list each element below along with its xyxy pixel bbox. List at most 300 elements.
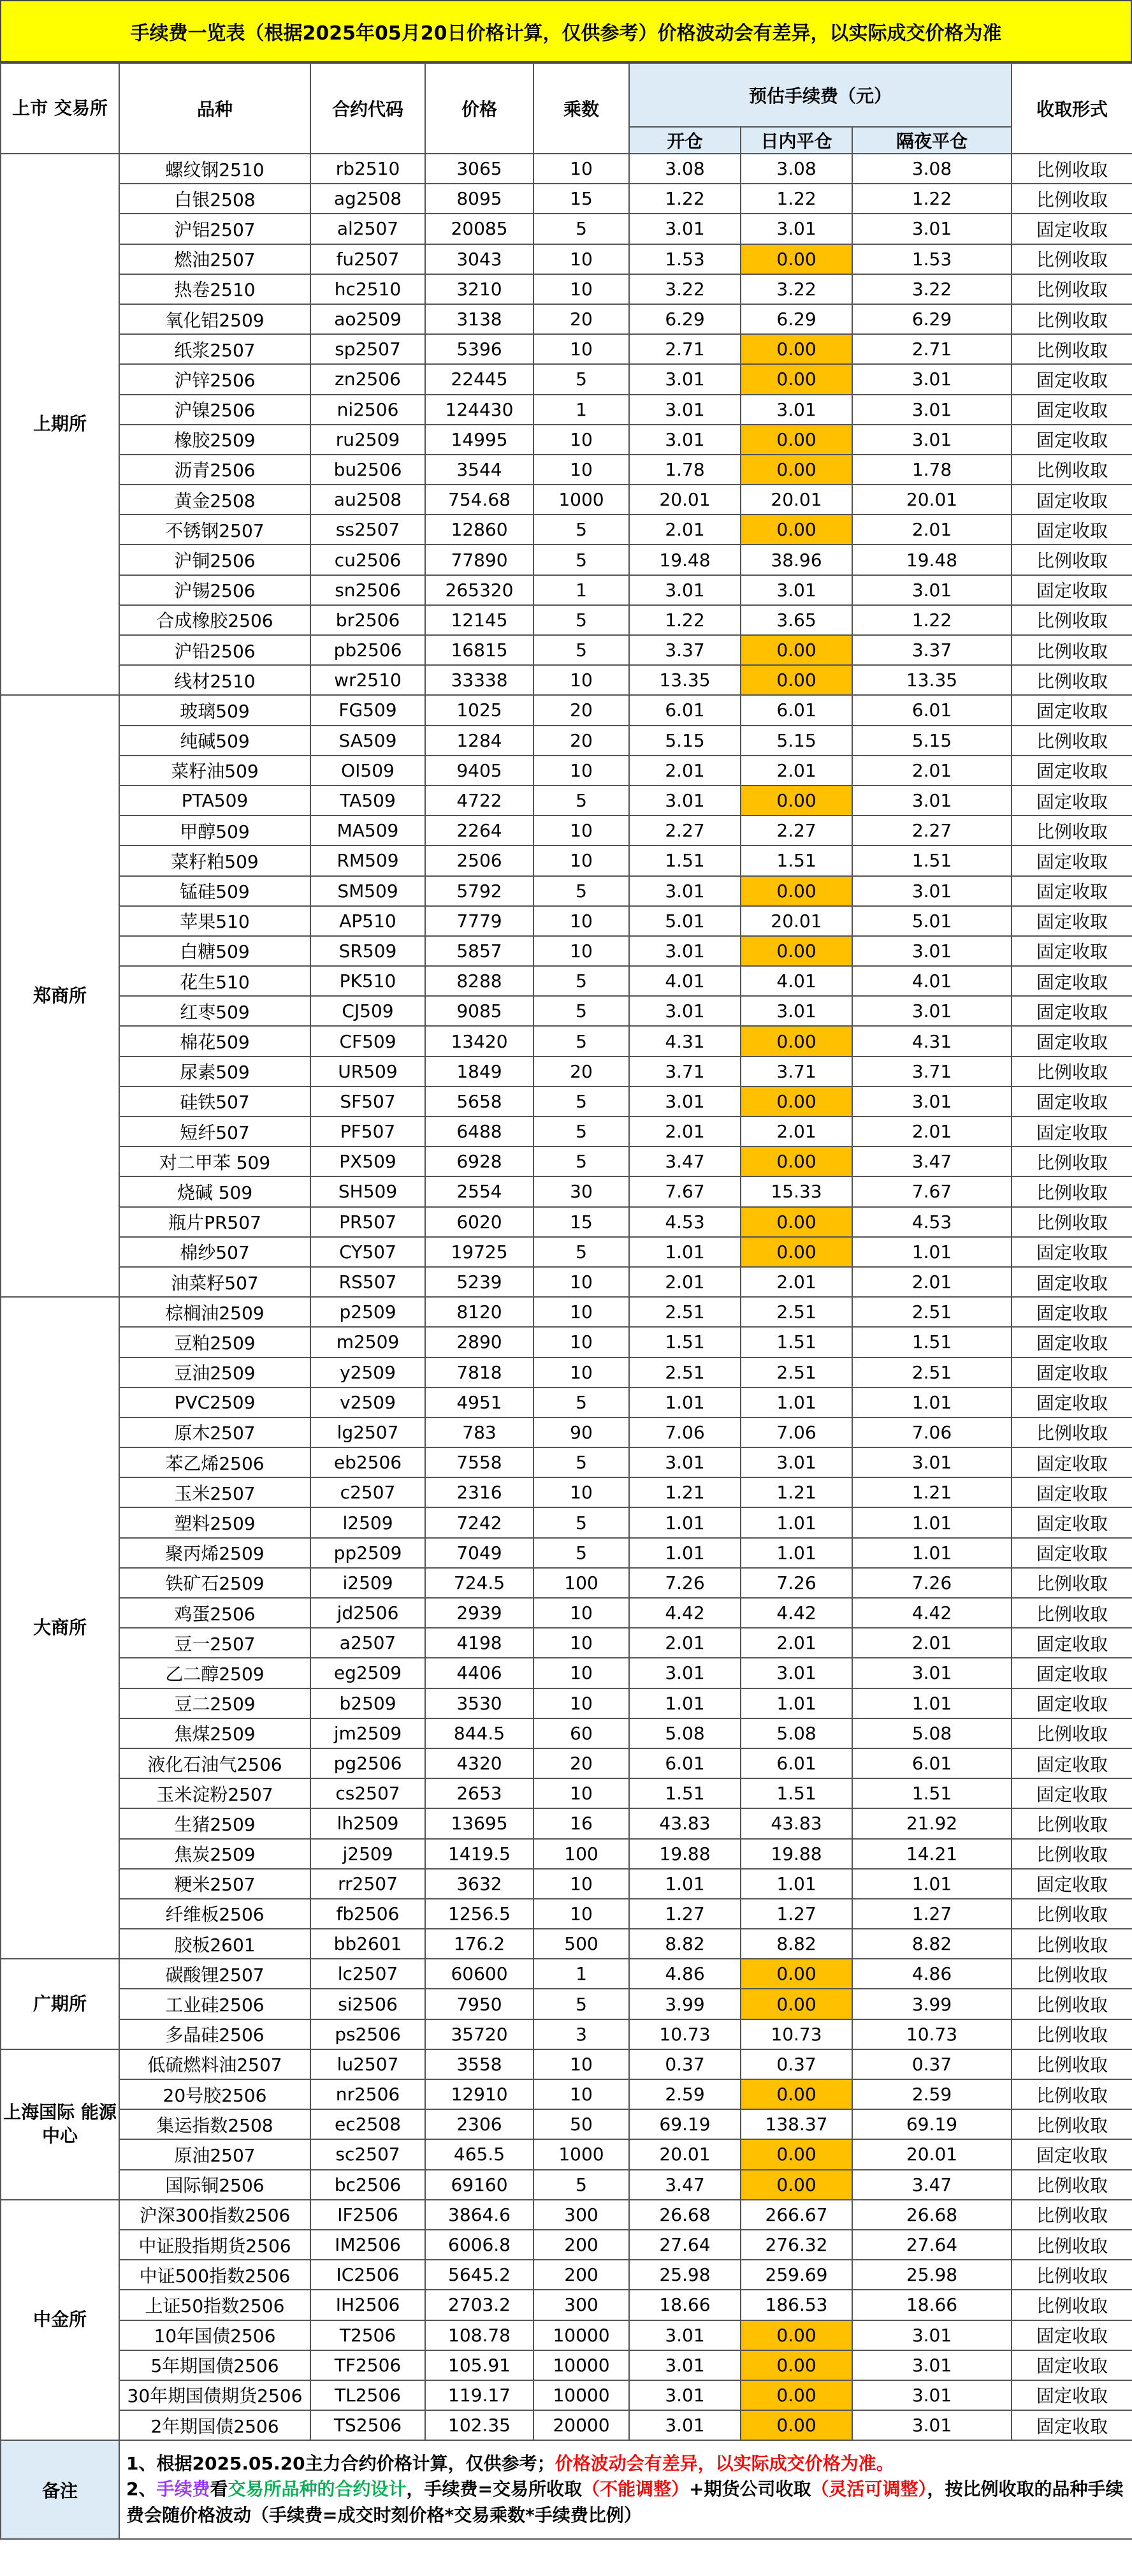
multiplier-cell: 1 (533, 395, 629, 425)
overnight-fee-cell: 1.22 (852, 184, 1012, 214)
price-cell: 724.5 (425, 1568, 533, 1598)
overnight-fee-cell: 3.01 (852, 425, 1012, 455)
overnight-fee-cell: 2.01 (852, 1116, 1012, 1146)
intraday-fee-cell: 1.51 (741, 845, 852, 875)
contract-code-cell: a2507 (310, 1628, 425, 1658)
multiplier-cell: 10 (533, 665, 629, 695)
multiplier-cell: 10 (533, 1899, 629, 1929)
product-cell: 瓶片PR507 (119, 1207, 310, 1237)
product-cell: 橡胶2509 (119, 425, 310, 455)
intraday-fee-cell: 38.96 (741, 545, 852, 574)
method-cell: 固定收取 (1012, 1387, 1132, 1417)
contract-code-cell: hc2510 (310, 274, 425, 304)
intraday-fee-cell: 1.21 (741, 1477, 852, 1507)
multiplier-cell: 10 (533, 334, 629, 364)
product-cell: 氧化铝2509 (119, 304, 310, 334)
open-fee-cell: 2.51 (629, 1297, 741, 1327)
open-fee-cell: 3.01 (629, 876, 741, 906)
multiplier-cell: 10 (533, 244, 629, 274)
overnight-fee-cell: 21.92 (852, 1808, 1012, 1838)
price-cell: 7049 (425, 1538, 533, 1568)
overnight-fee-cell: 20.01 (852, 2139, 1012, 2169)
price-cell: 2316 (425, 1477, 533, 1507)
table-row (1, 304, 1132, 334)
product-cell: 塑料2509 (119, 1507, 310, 1537)
price-cell: 6020 (425, 1207, 533, 1237)
product-cell: 短纤507 (119, 1116, 310, 1146)
multiplier-cell: 1000 (533, 485, 629, 515)
method-cell: 比例收取 (1012, 1568, 1132, 1598)
intraday-fee-cell: 8.82 (741, 1929, 852, 1959)
product-cell: 红枣509 (119, 996, 310, 1026)
open-fee-cell: 0.37 (629, 2049, 741, 2079)
table-row (1, 1598, 1132, 1628)
open-fee-cell: 20.01 (629, 2139, 741, 2169)
price-cell: 108.78 (425, 2320, 533, 2350)
intraday-fee-cell: 276.32 (741, 2230, 852, 2260)
note-2-formula: ，手续费=交易所收取 (406, 2478, 582, 2500)
table-row (1, 1417, 1132, 1447)
price-cell: 105.91 (425, 2350, 533, 2380)
contract-code-cell: zn2506 (310, 364, 425, 394)
price-cell: 844.5 (425, 1718, 533, 1748)
contract-code-cell: lc2507 (310, 1959, 425, 1989)
table-row (1, 786, 1132, 816)
multiplier-cell: 5 (533, 545, 629, 574)
overnight-fee-cell: 7.06 (852, 1417, 1012, 1447)
multiplier-cell: 20 (533, 304, 629, 334)
overnight-fee-cell: 3.01 (852, 2350, 1012, 2380)
contract-code-cell: UR509 (310, 1057, 425, 1087)
open-fee-cell: 8.82 (629, 1929, 741, 1959)
multiplier-cell: 300 (533, 2290, 629, 2320)
multiplier-cell: 5 (533, 1447, 629, 1477)
method-cell: 固定收取 (1012, 1477, 1132, 1507)
intraday-fee-cell: 6.01 (741, 695, 852, 725)
price-cell: 3558 (425, 2049, 533, 2079)
table-row (1, 1628, 1132, 1658)
product-cell: 玉米淀粉2507 (119, 1778, 310, 1808)
open-fee-cell: 3.01 (629, 1447, 741, 1477)
open-fee-cell: 1.27 (629, 1899, 741, 1929)
note-line-2 (126, 2477, 1126, 2528)
contract-code-cell: ag2508 (310, 184, 425, 214)
price-cell: 1419.5 (425, 1839, 533, 1869)
product-cell: 10年国债2506 (119, 2320, 310, 2350)
contract-code-cell: fb2506 (310, 1899, 425, 1929)
intraday-fee-cell: 6.01 (741, 1748, 852, 1778)
header-price: 价格 (425, 63, 533, 154)
product-cell: 沪锡2506 (119, 575, 310, 605)
product-cell: 甲醇509 (119, 816, 310, 845)
overnight-fee-cell: 4.53 (852, 1207, 1012, 1237)
multiplier-cell: 5 (533, 214, 629, 244)
open-fee-cell: 1.22 (629, 605, 741, 635)
intraday-fee-cell: 1.27 (741, 1899, 852, 1929)
price-cell: 4406 (425, 1658, 533, 1688)
product-cell: 上证50指数2506 (119, 2290, 310, 2320)
method-cell: 固定收取 (1012, 966, 1132, 996)
multiplier-cell: 10 (533, 756, 629, 786)
price-cell: 2264 (425, 816, 533, 845)
open-fee-cell: 1.01 (629, 1688, 741, 1718)
contract-code-cell: rr2507 (310, 1869, 425, 1899)
price-cell: 6928 (425, 1146, 533, 1176)
contract-code-cell: CY507 (310, 1237, 425, 1267)
table-row (1, 876, 1132, 906)
price-cell: 783 (425, 1417, 533, 1447)
table-row (1, 2079, 1132, 2109)
price-cell: 1025 (425, 695, 533, 725)
method-cell: 比例收取 (1012, 1839, 1132, 1869)
open-fee-cell: 1.21 (629, 1477, 741, 1507)
table-row (1, 2410, 1132, 2440)
product-cell: 焦炭2509 (119, 1839, 310, 1869)
overnight-fee-cell: 20.01 (852, 485, 1012, 515)
overnight-fee-cell: 3.71 (852, 1057, 1012, 1087)
multiplier-cell: 10 (533, 1297, 629, 1327)
overnight-fee-cell: 1.51 (852, 845, 1012, 875)
overnight-fee-cell: 2.01 (852, 1267, 1012, 1297)
multiplier-cell: 10000 (533, 2380, 629, 2410)
intraday-fee-cell: 2.51 (741, 1358, 852, 1387)
multiplier-cell: 5 (533, 966, 629, 996)
method-cell: 比例收取 (1012, 726, 1132, 756)
price-cell: 4320 (425, 1748, 533, 1778)
price-cell: 2939 (425, 1598, 533, 1628)
method-cell: 固定收取 (1012, 1267, 1132, 1297)
price-cell: 16815 (425, 635, 533, 665)
product-cell: 苯乙烯2506 (119, 1447, 310, 1477)
multiplier-cell: 10 (533, 1327, 629, 1357)
intraday-fee-cell: 20.01 (741, 906, 852, 936)
multiplier-cell: 5 (533, 1237, 629, 1267)
contract-code-cell: jd2506 (310, 1598, 425, 1628)
open-fee-cell: 10.73 (629, 2019, 741, 2049)
overnight-fee-cell: 1.01 (852, 1688, 1012, 1718)
overnight-fee-cell: 7.26 (852, 1568, 1012, 1598)
contract-code-cell: PK510 (310, 966, 425, 996)
multiplier-cell: 10 (533, 2079, 629, 2109)
intraday-fee-cell: 259.69 (741, 2260, 852, 2290)
overnight-fee-cell: 3.01 (852, 2380, 1012, 2410)
open-fee-cell: 2.01 (629, 515, 741, 545)
overnight-fee-cell: 3.01 (852, 364, 1012, 394)
intraday-fee-cell: 2.01 (741, 756, 852, 786)
method-cell: 固定收取 (1012, 1327, 1132, 1357)
price-cell: 2506 (425, 845, 533, 875)
open-fee-cell: 3.01 (629, 214, 741, 244)
contract-code-cell: ni2506 (310, 395, 425, 425)
intraday-fee-cell: 0.00 (741, 2139, 852, 2169)
product-cell: 液化石油气2506 (119, 1748, 310, 1778)
price-cell: 7779 (425, 906, 533, 936)
open-fee-cell: 3.08 (629, 154, 741, 184)
method-cell: 比例收取 (1012, 2079, 1132, 2109)
method-cell: 比例收取 (1012, 1989, 1132, 2019)
overnight-fee-cell: 2.01 (852, 756, 1012, 786)
overnight-fee-cell: 3.01 (852, 575, 1012, 605)
intraday-fee-cell: 3.71 (741, 1057, 852, 1087)
product-cell: PVC2509 (119, 1387, 310, 1417)
method-cell: 比例收取 (1012, 2049, 1132, 2079)
contract-code-cell: ec2508 (310, 2109, 425, 2139)
multiplier-cell: 10000 (533, 2320, 629, 2350)
price-cell: 7950 (425, 1989, 533, 2019)
intraday-fee-cell: 0.00 (741, 1207, 852, 1237)
overnight-fee-cell: 2.01 (852, 515, 1012, 545)
multiplier-cell: 20 (533, 1748, 629, 1778)
intraday-fee-cell: 5.15 (741, 726, 852, 756)
product-cell: 线材2510 (119, 665, 310, 695)
contract-code-cell: l2509 (310, 1507, 425, 1537)
contract-code-cell: v2509 (310, 1387, 425, 1417)
product-cell: 乙二醇2509 (119, 1658, 310, 1688)
intraday-fee-cell: 0.00 (741, 1026, 852, 1056)
open-fee-cell: 2.59 (629, 2079, 741, 2109)
table-row (1, 1568, 1132, 1598)
multiplier-cell: 10 (533, 1267, 629, 1297)
multiplier-cell: 10 (533, 1688, 629, 1718)
multiplier-cell: 16 (533, 1808, 629, 1838)
price-cell: 5857 (425, 936, 533, 966)
contract-code-cell: RS507 (310, 1267, 425, 1297)
contract-code-cell: OI509 (310, 756, 425, 786)
overnight-fee-cell: 3.01 (852, 936, 1012, 966)
multiplier-cell: 20000 (533, 2410, 629, 2440)
table-row (1, 605, 1132, 635)
table-row (1, 1718, 1132, 1748)
contract-code-cell: pg2506 (310, 1748, 425, 1778)
intraday-fee-cell: 3.01 (741, 996, 852, 1026)
overnight-fee-cell: 3.08 (852, 154, 1012, 184)
contract-code-cell: AP510 (310, 906, 425, 936)
table-row (1, 1929, 1132, 1959)
multiplier-cell: 5 (533, 2170, 629, 2200)
price-cell: 5658 (425, 1087, 533, 1116)
price-cell: 1256.5 (425, 1899, 533, 1929)
overnight-fee-cell: 3.01 (852, 395, 1012, 425)
method-cell: 固定收取 (1012, 2380, 1132, 2410)
multiplier-cell: 1 (533, 1959, 629, 1989)
fee-table (0, 62, 1132, 2540)
open-fee-cell: 3.37 (629, 635, 741, 665)
multiplier-cell: 5 (533, 1989, 629, 2019)
open-fee-cell: 4.53 (629, 1207, 741, 1237)
open-fee-cell: 3.01 (629, 936, 741, 966)
product-cell: 沥青2506 (119, 455, 310, 485)
overnight-fee-cell: 26.68 (852, 2200, 1012, 2230)
price-cell: 12860 (425, 515, 533, 545)
price-cell: 12145 (425, 605, 533, 635)
intraday-fee-cell: 0.00 (741, 334, 852, 364)
method-cell: 固定收取 (1012, 1658, 1132, 1688)
contract-code-cell: lh2509 (310, 1808, 425, 1838)
overnight-fee-cell: 3.01 (852, 786, 1012, 816)
open-fee-cell: 3.01 (629, 996, 741, 1026)
open-fee-cell: 2.27 (629, 816, 741, 845)
overnight-fee-cell: 3.01 (852, 214, 1012, 244)
price-cell: 2554 (425, 1176, 533, 1206)
open-fee-cell: 18.66 (629, 2290, 741, 2320)
intraday-fee-cell: 20.01 (741, 485, 852, 515)
note-line-1 (126, 2451, 1126, 2477)
product-cell: 沪锌2506 (119, 364, 310, 394)
overnight-fee-cell: 2.51 (852, 1358, 1012, 1387)
overnight-fee-cell: 1.51 (852, 1327, 1012, 1357)
intraday-fee-cell: 43.83 (741, 1808, 852, 1838)
product-cell: 焦煤2509 (119, 1718, 310, 1748)
overnight-fee-cell: 2.71 (852, 334, 1012, 364)
overnight-fee-cell: 3.22 (852, 274, 1012, 304)
intraday-fee-cell: 1.22 (741, 184, 852, 214)
contract-code-cell: cu2506 (310, 545, 425, 574)
intraday-fee-cell: 1.01 (741, 1387, 852, 1417)
open-fee-cell: 6.29 (629, 304, 741, 334)
multiplier-cell: 10 (533, 1358, 629, 1387)
price-cell: 19725 (425, 1237, 533, 1267)
table-row (1, 2109, 1132, 2139)
overnight-fee-cell: 3.99 (852, 1989, 1012, 2019)
product-cell: 菜籽油509 (119, 756, 310, 786)
table-row (1, 1057, 1132, 1087)
method-cell: 比例收取 (1012, 665, 1132, 695)
intraday-fee-cell: 2.27 (741, 816, 852, 845)
product-cell: 黄金2508 (119, 485, 310, 515)
method-cell: 固定收取 (1012, 1116, 1132, 1146)
overnight-fee-cell: 3.37 (852, 635, 1012, 665)
price-cell: 77890 (425, 545, 533, 574)
product-cell: 白银2508 (119, 184, 310, 214)
intraday-fee-cell: 2.01 (741, 1267, 852, 1297)
product-cell: 沪铝2507 (119, 214, 310, 244)
contract-code-cell: bu2506 (310, 455, 425, 485)
table-row (1, 545, 1132, 574)
table-row (1, 2019, 1132, 2049)
intraday-fee-cell: 0.00 (741, 1959, 852, 1989)
multiplier-cell: 5 (533, 1507, 629, 1537)
table-row (1, 214, 1132, 244)
open-fee-cell: 6.01 (629, 695, 741, 725)
table-row (1, 1267, 1132, 1297)
sheet-title: 手续费一览表（根据2025年05月20日价格计算，仅供参考）价格波动会有差异，以实际成交价格为准 (0, 0, 1132, 62)
table-row (1, 455, 1132, 485)
header-intraday: 日内平仓 (741, 127, 852, 154)
contract-code-cell: ru2509 (310, 425, 425, 455)
method-cell: 固定收取 (1012, 695, 1132, 725)
product-cell: 铁矿石2509 (119, 1568, 310, 1598)
price-cell: 2653 (425, 1778, 533, 1808)
exchange-cell: 郑商所 (1, 695, 119, 1297)
method-cell: 比例收取 (1012, 1417, 1132, 1447)
contract-code-cell: PF507 (310, 1116, 425, 1146)
method-cell: 比例收取 (1012, 2019, 1132, 2049)
method-cell: 固定收取 (1012, 2139, 1132, 2169)
table-row (1, 1116, 1132, 1146)
open-fee-cell: 3.01 (629, 786, 741, 816)
product-cell: 工业硅2506 (119, 1989, 310, 2019)
table-row (1, 334, 1132, 364)
overnight-fee-cell: 4.42 (852, 1598, 1012, 1628)
open-fee-cell: 7.26 (629, 1568, 741, 1598)
method-cell: 比例收取 (1012, 2109, 1132, 2139)
intraday-fee-cell: 1.01 (741, 1507, 852, 1537)
intraday-fee-cell: 1.01 (741, 1869, 852, 1899)
product-cell: 沪铜2506 (119, 545, 310, 574)
note-2-fee: 手续费 (156, 2478, 210, 2500)
table-row (1, 665, 1132, 695)
intraday-fee-cell: 0.00 (741, 515, 852, 545)
table-row (1, 1297, 1132, 1327)
contract-code-cell: TL2506 (310, 2380, 425, 2410)
open-fee-cell: 6.01 (629, 1748, 741, 1778)
table-row (1, 1176, 1132, 1206)
method-cell: 比例收取 (1012, 816, 1132, 845)
multiplier-cell: 500 (533, 1929, 629, 1959)
overnight-fee-cell: 3.01 (852, 2410, 1012, 2440)
price-cell: 13695 (425, 1808, 533, 1838)
contract-code-cell: br2506 (310, 605, 425, 635)
open-fee-cell: 25.98 (629, 2260, 741, 2290)
intraday-fee-cell: 1.01 (741, 1688, 852, 1718)
contract-code-cell: ao2509 (310, 304, 425, 334)
product-cell: 玻璃509 (119, 695, 310, 725)
overnight-fee-cell: 6.01 (852, 695, 1012, 725)
intraday-fee-cell: 0.00 (741, 2170, 852, 2200)
product-cell: 硅铁507 (119, 1087, 310, 1116)
table-row (1, 1658, 1132, 1688)
note-2-num: 2、 (126, 2478, 157, 2500)
note-2-not-adjustable: （不能调整） (582, 2478, 690, 2500)
product-cell: PTA509 (119, 786, 310, 816)
product-cell: 20号胶2506 (119, 2079, 310, 2109)
table-row (1, 1387, 1132, 1417)
multiplier-cell: 10 (533, 1477, 629, 1507)
product-cell: 燃油2507 (119, 244, 310, 274)
open-fee-cell: 4.31 (629, 1026, 741, 1056)
method-cell: 比例收取 (1012, 1899, 1132, 1929)
price-cell: 3530 (425, 1688, 533, 1718)
overnight-fee-cell: 3.47 (852, 1146, 1012, 1176)
product-cell: 对二甲苯 509 (119, 1146, 310, 1176)
multiplier-cell: 60 (533, 1718, 629, 1748)
open-fee-cell: 2.51 (629, 1358, 741, 1387)
open-fee-cell: 1.53 (629, 244, 741, 274)
table-row (1, 2350, 1132, 2380)
intraday-fee-cell: 0.00 (741, 2079, 852, 2109)
product-cell: 低硫燃料油2507 (119, 2049, 310, 2079)
table-row (1, 2170, 1132, 2200)
table-row (1, 635, 1132, 665)
open-fee-cell: 20.01 (629, 485, 741, 515)
product-cell: 中证500指数2506 (119, 2260, 310, 2290)
intraday-fee-cell: 0.00 (741, 364, 852, 394)
contract-code-cell: sc2507 (310, 2139, 425, 2169)
price-cell: 4722 (425, 786, 533, 816)
overnight-fee-cell: 1.01 (852, 1538, 1012, 1568)
product-cell: 沪铅2506 (119, 635, 310, 665)
table-row (1, 1477, 1132, 1507)
exchange-cell: 中金所 (1, 2200, 119, 2441)
price-cell: 22445 (425, 364, 533, 394)
overnight-fee-cell: 3.01 (852, 996, 1012, 1026)
overnight-fee-cell: 2.51 (852, 1297, 1012, 1327)
contract-code-cell: si2506 (310, 1989, 425, 2019)
method-cell: 固定收取 (1012, 1628, 1132, 1658)
exchange-cell: 上期所 (1, 154, 119, 695)
table-row (1, 966, 1132, 996)
method-cell: 固定收取 (1012, 756, 1132, 786)
